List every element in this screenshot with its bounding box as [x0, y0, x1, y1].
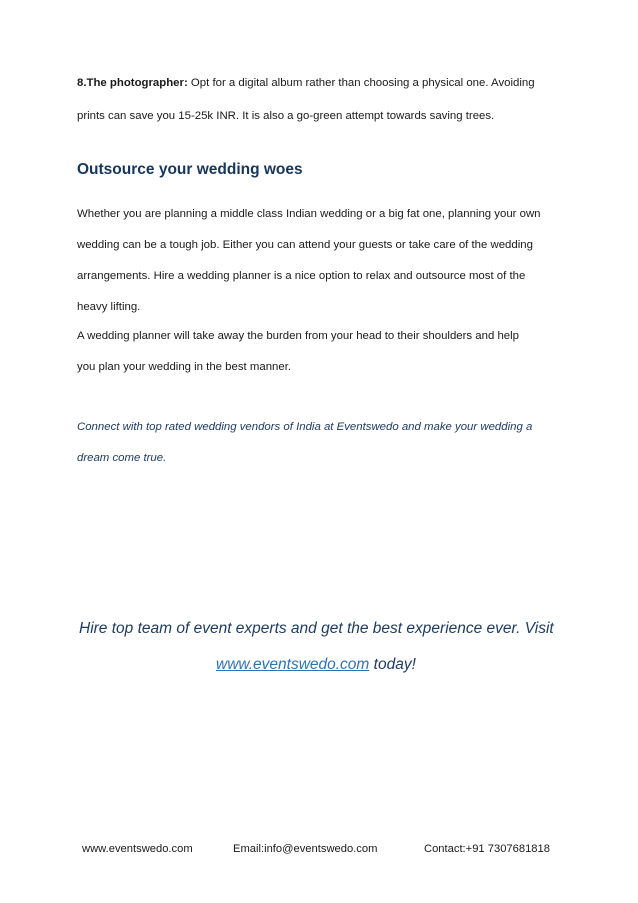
paragraph-line: you plan your wedding in the best manner.: [77, 361, 292, 373]
connect-line: Connect with top rated wedding vendors of India at Eventswedo and make your wedding a: [77, 421, 533, 433]
cta-line1: Hire top team of event experts and get the best experience ever. Visit: [79, 620, 554, 637]
connect-line: dream come true.: [77, 452, 167, 464]
footer-website: www.eventswedo.com: [82, 843, 193, 855]
paragraph-line: arrangements. Hire a wedding planner is a nice option to relax and outsource most of the: [77, 270, 526, 282]
cta-after-link: today!: [369, 656, 416, 673]
footer-contact: Contact:+91 7307681818: [424, 843, 550, 855]
paragraph-line: A wedding planner will take away the burden from your head to their shoulders and help: [77, 330, 519, 342]
section8-line1-text: Opt for a digital album rather than choosing a physical one. Avoiding: [187, 77, 535, 89]
paragraph-line: Whether you are planning a middle class Indian wedding or a big fat one, planning your own: [77, 208, 541, 220]
footer-email: Email:info@eventswedo.com: [233, 843, 378, 855]
paragraph-line: heavy lifting.: [77, 301, 141, 313]
cta-line2: [216, 656, 416, 674]
section8-line1: [77, 76, 535, 90]
section8-label: 8.The photographer:: [77, 77, 188, 89]
website-link[interactable]: www.eventswedo.com: [216, 656, 370, 673]
section8-line2: prints can save you 15-25k INR. It is also a go-green attempt towards saving trees.: [77, 110, 495, 122]
paragraph-line: wedding can be a tough job. Either you can attend your guests or take care of the wedding: [77, 239, 533, 251]
section-heading: Outsource your wedding woes: [77, 161, 303, 178]
